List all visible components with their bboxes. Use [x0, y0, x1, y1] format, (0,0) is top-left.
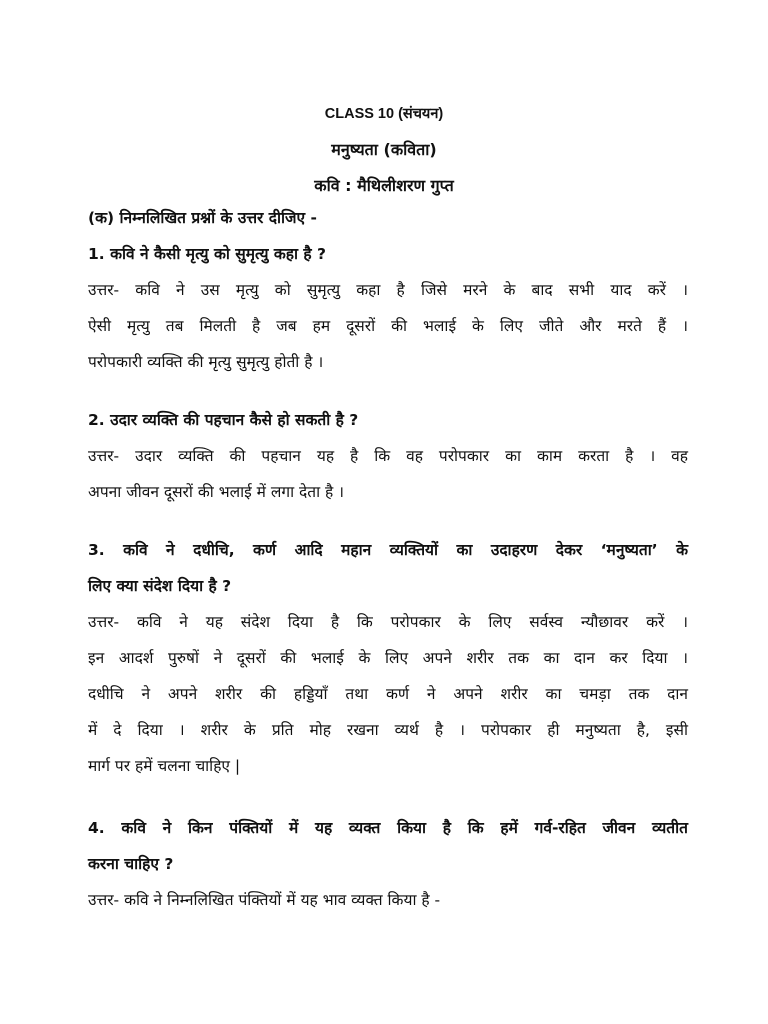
- answer-1-line-2: ऐसी मृत्यु तब मिलती है जब हम दूसरों की भलाई के लिए जीते और मरते हैं ।: [88, 317, 688, 335]
- question-4-line-1: 4. कवि ने किन पंक्तियों में यह व्यक्त किया है कि हमें गर्व-रहित जीवन व्यतीत: [88, 819, 688, 837]
- document-header: [0, 96, 768, 204]
- answer-2-line-1: उत्तर- उदार व्यक्ति की पहचान यह है कि वह परोपकार का काम करता है । वह: [88, 447, 688, 465]
- answer-3-line-1: उत्तर- कवि ने यह संदेश दिया है कि परोपकार के लिए सर्वस्व न्यौछावर करें ।: [88, 613, 688, 631]
- answer-1-line-3: परोपकारी व्यक्ति की मृत्यु सुमृत्यु होती है ।: [88, 353, 324, 371]
- question-4-line-2: करना चाहिए ?: [88, 855, 174, 873]
- question-3-line-2: लिए क्या संदेश दिया है ?: [88, 577, 232, 595]
- answer-3-line-2: इन आदर्श पुरुषों ने दूसरों की भलाई के लिए अपने शरीर तक का दान कर दिया ।: [88, 649, 688, 667]
- answer-3-line-3: दधीचि ने अपने शरीर की हड्डियाँ तथा कर्ण ने अपने शरीर का चमड़ा तक दान: [88, 685, 688, 703]
- class-heading: CLASS 10 (संचयन): [324, 106, 444, 122]
- answer-3-line-4: में दे दिया । शरीर के प्रति मोह रखना व्यर्थ है । परोपकार ही मनुष्यता है, इसी: [88, 721, 688, 739]
- answer-2-line-2: अपना जीवन दूसरों की भलाई में लगा देता है ।: [88, 483, 345, 501]
- answer-1-line-1: उत्तर- कवि ने उस मृत्यु को सुमृत्यु कहा है जिसे मरने के बाद सभी याद करें ।: [88, 281, 688, 299]
- question-3-line-1: 3. कवि ने दधीचि, कर्ण आदि महान व्यक्तियों का उदाहरण देकर ‘मनुष्यता’ के: [88, 541, 688, 559]
- spacer: [88, 380, 688, 402]
- spacer: [88, 510, 688, 532]
- spacer: [88, 784, 688, 810]
- answer-4-line-1: उत्तर- कवि ने निम्नलिखित पंक्तियों में यह भाव व्यक्त किया है -: [88, 891, 441, 909]
- poet-name: कवि : मैथिलीशरण गुप्त: [314, 176, 454, 195]
- question-1: 1. कवि ने कैसी मृत्यु को सुमृत्यु कहा है ?: [88, 245, 327, 263]
- question-2: 2. उदार व्यक्ति की पहचान कैसे हो सकती है ?: [88, 411, 359, 429]
- chapter-title: मनुष्यता (कविता): [331, 140, 437, 159]
- instruction-heading: (क) निम्नलिखित प्रश्नों के उत्तर दीजिए -: [88, 209, 317, 227]
- document-body: [88, 200, 688, 918]
- answer-3-line-5: मार्ग पर हमें चलना चाहिए |: [88, 757, 241, 775]
